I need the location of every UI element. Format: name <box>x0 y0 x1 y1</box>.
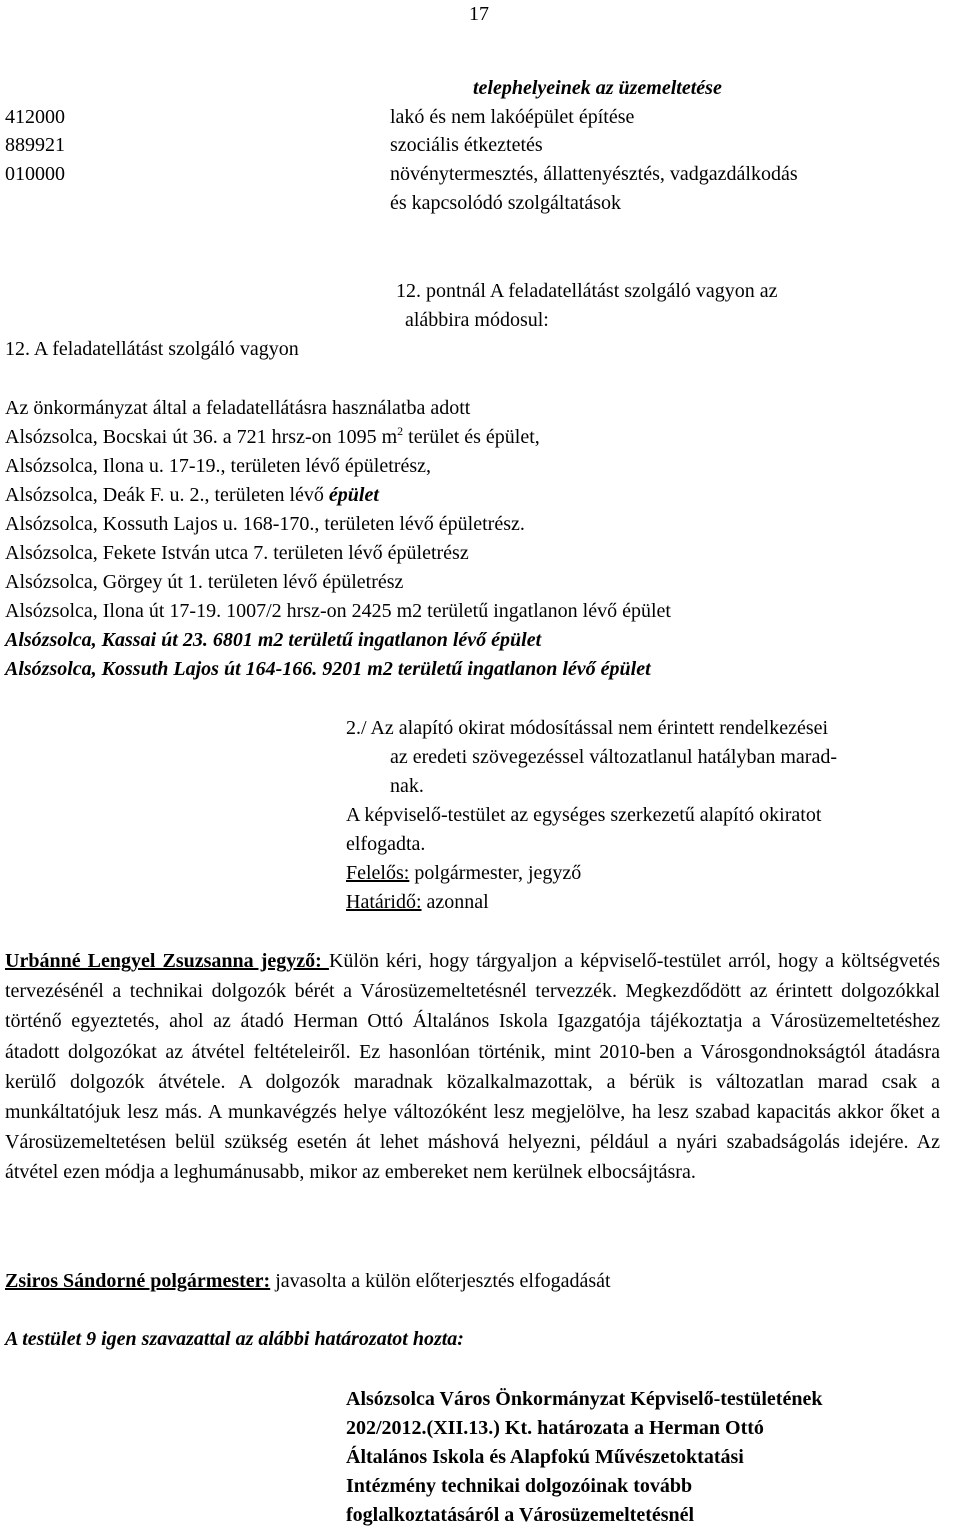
property-line-5: Alsózsolca, Fekete István utca 7. területen lévő épületrész <box>5 542 469 564</box>
code-889921: 889921 <box>5 134 65 156</box>
activity-412000: lakó és nem lakóépület építése <box>390 106 635 128</box>
property-line-3: Alsózsolca, Deák F. u. 2., területen lévő épület <box>5 484 379 506</box>
header-title: telephelyeinek az üzemeltetése <box>473 77 722 99</box>
clause2-line-3: nak. <box>390 775 424 797</box>
speech-notary: Urbánné Lengyel Zsuzsanna jegyző: Külön kéri, hogy tárgyaljon a képviselő-testület arról, hogy a költségvetés tervezésénél a technikai dolgozók bérét a Városüzemeltetésnél tervezzék. Megkezdődött az érintett dolgozókkal történő egyeztetés, ahol az átadó Herman Ottó Általános Iskola Igazgatója tájékoztatja a Városüzemeltetéshez átadott dolgozókat az átvétel feltételeiről. Ez hasonlóan történik, mint 2010-ben a Városgondnokságtól átadásra kerülő dolgozók átvétele. A dolgozók maradnak közalkalmazottak, a bérük is változatlan marad csak a munkáltatójuk lesz más. A munkavégzés helye változóként lesz megjelölve, ha lesz szabad kapacitás akkor őket a Városüzemeltetésen belül szükség esetén át lehet máshová helyezni, például a nyári szabadságolás idejére. Az átvétel ezen módja a leghumánusabb, mikor az embereket nem kerülnek elbocsájtásra. <box>5 950 941 1184</box>
property-intro: Az önkormányzat által a feladatellátásra használatba adott <box>5 397 471 419</box>
deadline-label: Határidő: <box>346 891 422 913</box>
activity-continuation: és kapcsolódó szolgáltatások <box>390 192 622 214</box>
resolution-line-3: Általános Iskola és Alapfokú Művészetoktatási <box>346 1446 744 1468</box>
clause2-line-2: az eredeti szövegezéssel változatlanul hatályban marad- <box>390 746 837 768</box>
property-line-4: Alsózsolca, Kossuth Lajos u. 168-170., területen lévő épületrész. <box>5 513 525 535</box>
clause2-line-1: 2./ Az alapító okirat módosítással nem érintett rendelkezései <box>346 717 829 739</box>
property-line-6: Alsózsolca, Görgey út 1. területen lévő épületrész <box>5 571 404 593</box>
code-412000: 412000 <box>5 106 65 128</box>
activity-010000: növénytermesztés, állattenyésztés, vadgazdálkodás <box>390 163 798 185</box>
deadline: Határidő: azonnal <box>346 891 489 913</box>
speaker-notary: Urbánné Lengyel Zsuzsanna jegyző: <box>5 950 329 972</box>
responsible-label: Felelős: <box>346 862 410 884</box>
property-line-1: Alsózsolca, Bocskai út 36. a 721 hrsz-on 1095 $m^2$ terület és épület, <box>5 424 540 448</box>
property-line-2: Alsózsolca, Ilona u. 17-19., területen lévő épületrész, <box>5 455 431 477</box>
code-010000: 010000 <box>5 163 65 185</box>
property-line-7: Alsózsolca, Ilona út 17-19. 1007/2 hrsz-on 2425 m2 területű ingatlanon lévő épület <box>5 600 671 622</box>
property-line-8: Alsózsolca, Kassai út 23. 6801 m2 területű ingatlanon lévő épület <box>5 629 542 651</box>
resolution-line-4: Intézmény technikai dolgozóinak tovább <box>346 1475 693 1497</box>
activity-889921: szociális étkeztetés <box>390 134 543 156</box>
section12-right-line2: alábbira módosul: <box>405 309 549 331</box>
property-line-9: Alsózsolca, Kossuth Lajos út 164-166. 9201 m2 területű ingatlanon lévő épület <box>5 658 651 680</box>
page-number: 17 <box>469 3 489 25</box>
vote-statement: A testület 9 igen szavazattal az alábbi határozatot hozta: <box>5 1328 464 1350</box>
responsible: Felelős: polgármester, jegyző <box>346 862 582 884</box>
resolution-line-5: foglalkoztatásáról a Városüzemeltetésnél <box>346 1504 695 1526</box>
clause2-line-5: elfogadta. <box>346 833 426 855</box>
resolution-line-1: Alsózsolca Város Önkormányzat Képviselő-testületének <box>346 1388 823 1410</box>
resolution-line-2: 202/2012.(XII.13.) Kt. határozata a Herman Ottó <box>346 1417 764 1439</box>
speech-mayor: Zsiros Sándorné polgármester: javasolta a külön előterjesztés elfogadását <box>5 1270 611 1292</box>
section12-left: 12. A feladatellátást szolgáló vagyon <box>5 338 299 360</box>
speaker-mayor: Zsiros Sándorné polgármester: <box>5 1270 271 1292</box>
clause2-line-4: A képviselő-testület az egységes szerkezetű alapító okiratot <box>346 804 822 826</box>
section12-right-line1: 12. pontnál A feladatellátást szolgáló vagyon az <box>396 280 778 302</box>
